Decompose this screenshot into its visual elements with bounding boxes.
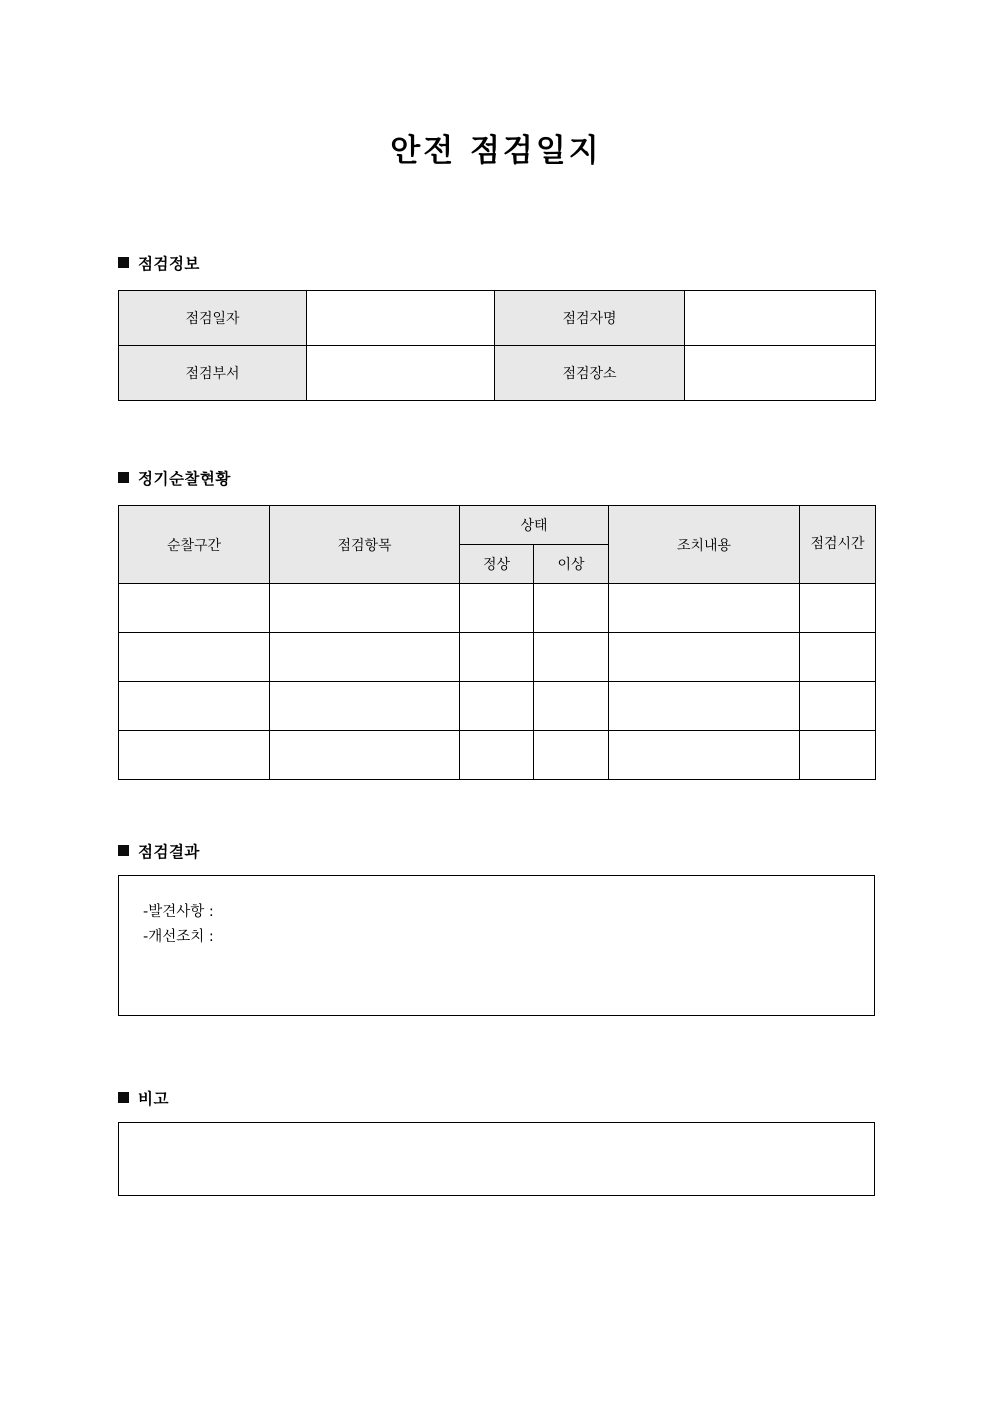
cell-action[interactable]	[609, 731, 800, 780]
cell-status-normal[interactable]	[460, 682, 534, 731]
table-row	[119, 682, 876, 731]
label-inspection-date: 점검일자	[119, 291, 307, 346]
bullet-square-icon	[118, 845, 129, 856]
patrol-status-table	[118, 505, 876, 780]
document-title: 안전 점검일지	[390, 133, 602, 169]
table-row	[119, 633, 876, 682]
cell-inspection-time[interactable]	[800, 682, 876, 731]
section-heading-remarks	[118, 1092, 169, 1108]
cell-status-normal[interactable]	[460, 584, 534, 633]
section-heading-result-label: 점검결과	[138, 843, 200, 861]
cell-status-abnormal[interactable]	[534, 633, 609, 682]
cell-patrol-section[interactable]	[119, 682, 270, 731]
column-header-status: 상태	[460, 506, 609, 545]
result-line-findings: -발견사항 :	[143, 904, 214, 920]
bullet-square-icon	[118, 472, 129, 483]
inspection-info-table	[118, 290, 876, 401]
cell-inspection-time[interactable]	[800, 731, 876, 780]
bullet-square-icon	[118, 1092, 129, 1103]
bullet-square-icon	[118, 257, 129, 268]
cell-status-normal[interactable]	[460, 633, 534, 682]
label-inspection-department: 점검부서	[119, 346, 307, 401]
cell-status-normal[interactable]	[460, 731, 534, 780]
cell-inspection-time[interactable]	[800, 584, 876, 633]
cell-inspection-item[interactable]	[270, 633, 460, 682]
result-line-corrective-action: -개선조치 :	[143, 929, 214, 946]
field-inspection-location[interactable]	[685, 346, 876, 401]
section-heading-patrol-label: 정기순찰현황	[138, 470, 231, 488]
section-heading-result	[118, 845, 200, 861]
cell-inspection-item[interactable]	[270, 682, 460, 731]
column-header-inspection-time	[800, 506, 876, 584]
cell-inspection-item[interactable]	[270, 584, 460, 633]
cell-action[interactable]	[609, 682, 800, 731]
column-header-status-abnormal: 이상	[534, 545, 609, 584]
cell-status-abnormal[interactable]	[534, 682, 609, 731]
table-row	[119, 584, 876, 633]
field-inspector-name[interactable]	[685, 291, 876, 346]
table-row	[119, 346, 876, 401]
table-row	[119, 731, 876, 780]
cell-inspection-item[interactable]	[270, 731, 460, 780]
cell-patrol-section[interactable]	[119, 731, 270, 780]
cell-patrol-section[interactable]	[119, 633, 270, 682]
section-heading-patrol	[118, 472, 231, 488]
column-header-patrol-section: 순찰구간	[119, 506, 270, 584]
cell-status-abnormal[interactable]	[534, 584, 609, 633]
section-heading-info	[118, 257, 200, 273]
cell-action[interactable]	[609, 584, 800, 633]
column-header-inspection-item: 점검항목	[270, 506, 460, 584]
label-inspection-location: 점검장소	[495, 346, 685, 401]
cell-action[interactable]	[609, 633, 800, 682]
section-heading-remarks-label: 비고	[138, 1090, 169, 1108]
column-header-inspection-time-label: 점검시간	[810, 536, 865, 553]
field-inspection-date[interactable]	[307, 291, 495, 346]
remarks-box[interactable]	[118, 1122, 875, 1196]
cell-patrol-section[interactable]	[119, 584, 270, 633]
column-header-action: 조치내용	[609, 506, 800, 584]
column-header-status-normal: 정상	[460, 545, 534, 584]
cell-inspection-time[interactable]	[800, 633, 876, 682]
inspection-result-lines	[119, 876, 874, 951]
label-inspector-name: 점검자명	[495, 291, 685, 346]
section-heading-info-label: 점검정보	[138, 255, 200, 273]
field-inspection-department[interactable]	[307, 346, 495, 401]
inspection-result-box[interactable]	[118, 875, 875, 1016]
cell-status-abnormal[interactable]	[534, 731, 609, 780]
table-row	[119, 291, 876, 346]
table-header-row	[119, 506, 876, 545]
remarks-content	[119, 1123, 874, 1147]
